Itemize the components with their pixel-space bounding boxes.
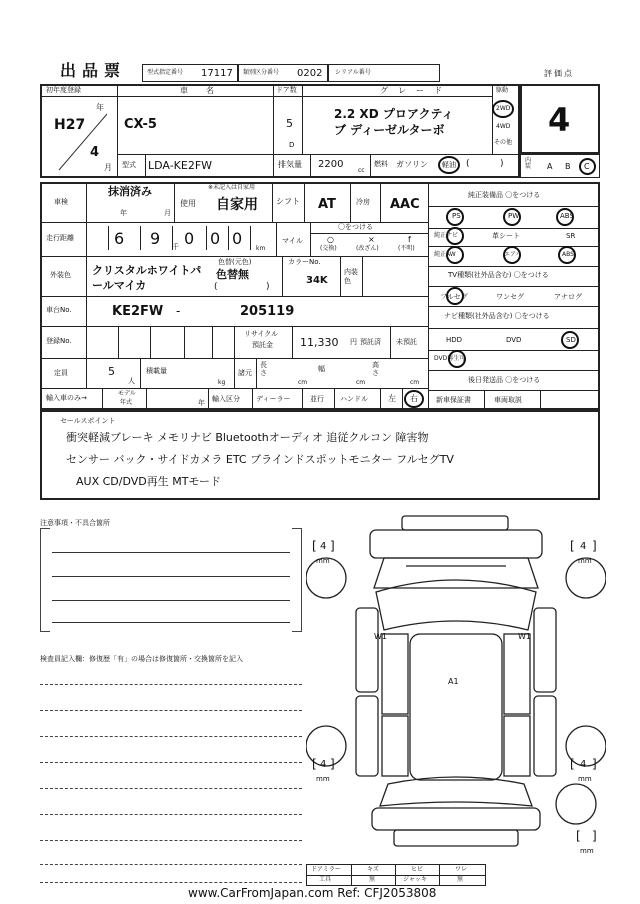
interior-c-circle [579, 158, 596, 175]
chassis-separator: - [176, 304, 181, 318]
length-unit: cm [298, 379, 308, 386]
repaint-value: 色替無 [216, 268, 249, 281]
repaint-paren-close: ) [266, 282, 270, 292]
sheet-title: 出品票 [60, 61, 127, 80]
score-label: 評価点 [544, 69, 574, 78]
thousand-label: 千 [172, 243, 179, 251]
tire-rl-bracket-open: [ [312, 757, 317, 771]
color-code-label: カラーNo. [288, 258, 321, 266]
model-year-label-2: 年式 [120, 399, 133, 406]
load-unit: kg [218, 379, 226, 386]
fuel-paren: ( [466, 159, 470, 169]
equip-abs-top[interactable]: ABS [560, 212, 574, 220]
grade-label: グレード [380, 86, 452, 95]
name-label: 車名 [180, 86, 232, 95]
tv-fullseg-circle [446, 287, 464, 305]
score-box [520, 84, 600, 154]
drive-other[interactable]: その他 [494, 139, 513, 146]
after-ship-label: 後日発送品 〇をつける [468, 376, 541, 384]
category-box [238, 64, 328, 82]
recycle-amount: 11,330 [300, 336, 339, 349]
equip-airbag-circle [503, 246, 521, 264]
mileage-unknown-label: (不明) [398, 245, 415, 252]
width-unit: cm [356, 379, 366, 386]
table-row-mirror-label: ドアミラー [311, 866, 341, 873]
mileage-label: 走行距離 [46, 234, 74, 242]
mark-roof: A1 [448, 677, 459, 686]
fuel-paren-close: ) [500, 159, 504, 169]
navi-hdd[interactable]: HDD [446, 336, 463, 344]
equip-navi-circle [446, 227, 464, 245]
sales-points-box [40, 410, 600, 500]
first-reg-label: 初年度登録 [46, 86, 81, 94]
equip-pw-circle [503, 208, 521, 226]
tire-rr-bracket-open: [ [570, 757, 575, 771]
equip-aw[interactable]: 純正AW [434, 251, 456, 258]
import-parallel[interactable]: 並行 [310, 395, 324, 403]
caution-label: 注意事項・不具合箇所 [40, 519, 110, 527]
model-designation-box [142, 64, 238, 82]
import-label: 輸入車のみ→ [46, 394, 87, 402]
serial-box [328, 64, 440, 82]
equip-sr-abs[interactable]: ABS [562, 251, 574, 258]
sales-points-label: セールスポイント [60, 417, 116, 425]
watermark-text: www.CarFromJapan.com Ref: CFJ2053808 [188, 886, 437, 900]
tire-rl-unit: mm [316, 775, 330, 783]
interior-color-label: 内装色 [344, 268, 358, 286]
model-value: LDA-KE2FW [148, 159, 213, 172]
handle-left[interactable]: 左 [388, 394, 396, 403]
table-col-crack: ヒビ [411, 866, 424, 873]
chassis-number: 205119 [240, 304, 295, 319]
car-name: CX-5 [124, 117, 157, 132]
spare-unit: mm [580, 847, 594, 855]
equip-sr-abs-circle [558, 246, 576, 264]
recycle-unit: 円 [350, 338, 357, 346]
equipment-label: 純正装備品 〇をつける [468, 191, 541, 199]
model-designation-label: 型式指定番号 [147, 69, 184, 76]
inspection-year-suffix: 年 [120, 209, 127, 217]
interior-b[interactable]: B [565, 162, 571, 171]
repaint-paren-open: ( [214, 282, 218, 292]
grade-line-2: ブ ディーゼルターボ [334, 123, 445, 137]
mileage-digit-1: 6 [114, 229, 125, 248]
tv-analog[interactable]: アナログ [554, 293, 582, 301]
caution-area[interactable] [40, 528, 302, 632]
drive-4wd[interactable]: 4WD [496, 123, 511, 130]
inspection-value: 抹消済み [108, 185, 152, 198]
tire-fl-unit: mm [316, 557, 330, 565]
color-line-1: クリスタルホワイトパ [92, 264, 202, 277]
fuel-label: 燃料 [374, 160, 388, 168]
tire-fl-depth: 4 [320, 541, 327, 552]
height-unit: cm [410, 379, 420, 386]
equip-leather[interactable]: 革シート [492, 232, 520, 240]
mirror-tool-table [306, 864, 486, 886]
sales-line-3: AUX CD/DVD再生 MTモード [76, 475, 222, 488]
mileage-unit: km [256, 245, 266, 252]
doors-value: 5 [286, 117, 293, 130]
mileage-digit-2: 9 [150, 229, 161, 248]
date-divider-slash [55, 110, 111, 172]
table-tool-a: 無 [369, 876, 376, 883]
model-label: 型式 [122, 161, 136, 169]
tire-fl-bracket-close: ] [330, 539, 335, 553]
mileage-exchange-mark[interactable]: ○ [327, 235, 334, 244]
table-tool-c: 無 [457, 876, 464, 883]
ac-label: 冷房 [356, 198, 370, 206]
spare-bracket-close: ] [592, 829, 597, 843]
inspection-month-suffix: 月 [164, 209, 171, 217]
navi-sd[interactable]: SD [566, 336, 576, 344]
table-row-tool-label: 工具 [319, 876, 332, 883]
mileage-digit-5: 0 [232, 229, 243, 248]
dvd-playback-circle [448, 350, 466, 368]
category-value: 0202 [297, 68, 323, 79]
handle-right-circle [404, 390, 424, 408]
inspector-label: 検査員記入欄：修復歴「有」の場合は修復箇所・交換箇所を記入 [40, 655, 243, 663]
score-value: 4 [548, 101, 571, 139]
recycle-label-1: リサイクル [244, 330, 279, 338]
use-value: 自家用 [216, 197, 258, 213]
tv-type-label: TV種類(社外品含む) 〇をつける [448, 271, 549, 279]
drive-label: 駆動 [496, 87, 509, 94]
recycle-status-done[interactable]: 預託済 [360, 338, 381, 346]
mileage-unknown-mark[interactable]: f [408, 235, 411, 244]
mark-left-door: W1 [374, 632, 387, 641]
sales-line-2: センサー バック・サイドカメラ ETC ブラインドスポットモニター フルセグTV [66, 453, 454, 466]
drive-2wd[interactable]: 2WD [496, 105, 511, 112]
doors-label: ドア数 [276, 86, 297, 94]
mileage-circle-note: 〇をつける [338, 223, 373, 231]
manual[interactable]: 車両取説 [494, 396, 522, 404]
equip-ps-circle [446, 208, 464, 226]
spare-bracket-open: [ [576, 829, 581, 843]
handle-label: ハンドル [340, 395, 368, 403]
load-label: 積載量 [146, 367, 167, 375]
doors-unit: D [289, 141, 295, 149]
table-col-chip: ワレ [455, 866, 468, 873]
tire-fl-bracket-open: [ [312, 539, 317, 553]
interior-grade-box [520, 154, 600, 178]
tire-rl-bracket-close: ] [330, 757, 335, 771]
equip-airbag[interactable]: エアバ [504, 251, 522, 258]
tv-oneseg[interactable]: ワンセグ [496, 293, 524, 301]
fuel-gasoline[interactable]: ガソリン [396, 160, 428, 169]
category-label: 類別区分番号 [243, 69, 280, 76]
tire-rr-unit: mm [578, 775, 592, 783]
color-label: 外装色 [50, 271, 71, 279]
serial-label: シリアル番号 [335, 69, 371, 76]
fuel-circle [438, 156, 460, 174]
chassis-label: 車台No. [46, 306, 72, 314]
tire-fr-bracket-close: ] [592, 539, 597, 553]
use-label: 使用 [180, 199, 196, 208]
tv-fullseg[interactable]: フルセグ [440, 293, 468, 301]
length-label: 長さ [260, 361, 267, 377]
seats-label: 定員 [54, 369, 68, 377]
displacement-value: 2200 [318, 159, 344, 170]
interior-a[interactable]: A [547, 162, 553, 171]
displacement-unit: cc [358, 167, 365, 174]
table-tool-b: ジャッキ [403, 876, 427, 883]
width-label: 幅 [318, 365, 325, 373]
equip-navi[interactable]: 純正ナビ [434, 232, 459, 239]
dvd-playback[interactable]: DVD再生可 [434, 355, 466, 362]
inspection-note: ※未記入は自家用 [208, 184, 256, 191]
first-reg-year: H27 [54, 117, 86, 133]
model-designation-value: 17117 [201, 68, 233, 79]
mileage-tamper-label: (改ざん) [356, 245, 379, 252]
displacement-label: 排気量 [278, 160, 302, 169]
month-suffix: 月 [104, 163, 112, 172]
mileage-tamper-mark[interactable]: × [368, 235, 375, 244]
shift-label: シフト [276, 197, 300, 206]
model-year-suffix: 年 [198, 399, 205, 407]
handle-right[interactable]: 右 [410, 394, 418, 403]
color-code: 34K [306, 275, 328, 286]
recycle-label-2: 預託金 [252, 341, 273, 349]
equip-pw[interactable]: PW [508, 212, 520, 220]
recycle-status-not[interactable]: 未預託 [396, 338, 417, 346]
navi-sd-circle [561, 331, 579, 349]
tire-fr-unit: mm [578, 557, 592, 565]
mileage-exchange-label: (交換) [320, 245, 337, 252]
mile-label: マイル [282, 237, 303, 245]
interior-label: 内装 [525, 157, 532, 170]
first-reg-month: 4 [90, 145, 100, 160]
inspector-notes-area[interactable] [40, 676, 302, 886]
navi-dvd[interactable]: DVD [506, 336, 522, 344]
repaint-label: 色替(元色) [218, 258, 252, 266]
grade-line-1: 2.2 XD プロアクティ [334, 107, 454, 121]
tire-rl-depth: 4 [320, 759, 327, 770]
fuel-selected[interactable]: 軽油 [442, 161, 456, 169]
drive-2wd-circle [492, 100, 514, 118]
color-line-2: ールマイカ [92, 279, 147, 292]
seats-unit: 人 [128, 377, 135, 385]
import-dealer[interactable]: ディーラー [256, 395, 291, 403]
interior-c[interactable]: C [584, 162, 590, 171]
import-type-label: 輸入区分 [212, 395, 240, 403]
inspection-label: 車検 [54, 198, 68, 206]
height-label: 高さ [372, 361, 379, 377]
year-suffix: 年 [96, 103, 104, 112]
equip-aw-circle [446, 246, 464, 264]
equip-sr[interactable]: SR [566, 232, 576, 240]
spec-label: 諸元 [238, 369, 252, 377]
mileage-digit-4: 0 [210, 229, 221, 248]
registration-label: 登録No. [46, 337, 72, 345]
warranty[interactable]: 新車保証書 [436, 396, 471, 404]
table-col-scratch: キズ [367, 866, 379, 873]
tire-rr-bracket-close: ] [592, 757, 597, 771]
ac-value: AAC [390, 197, 420, 212]
tire-rr-depth: 4 [580, 759, 587, 770]
mileage-digit-3: 0 [184, 229, 195, 248]
sales-line-1: 衝突軽減ブレーキ メモリナビ Bluetoothオーディオ 追従クルコン 障害物 [66, 431, 429, 444]
mark-right-door: W1 [518, 632, 531, 641]
chassis-prefix: KE2FW [112, 304, 164, 319]
equip-abs-top-circle [556, 208, 574, 226]
tire-fr-bracket-open: [ [570, 539, 575, 553]
shift-value: AT [318, 197, 336, 212]
navi-type-label: ナビ種類(社外品含む) 〇をつける [444, 312, 550, 320]
model-year-label-1: モデル [118, 390, 136, 397]
seats-value: 5 [108, 365, 115, 378]
equip-ps[interactable]: PS [452, 212, 461, 220]
tire-fr-depth: 4 [580, 541, 587, 552]
